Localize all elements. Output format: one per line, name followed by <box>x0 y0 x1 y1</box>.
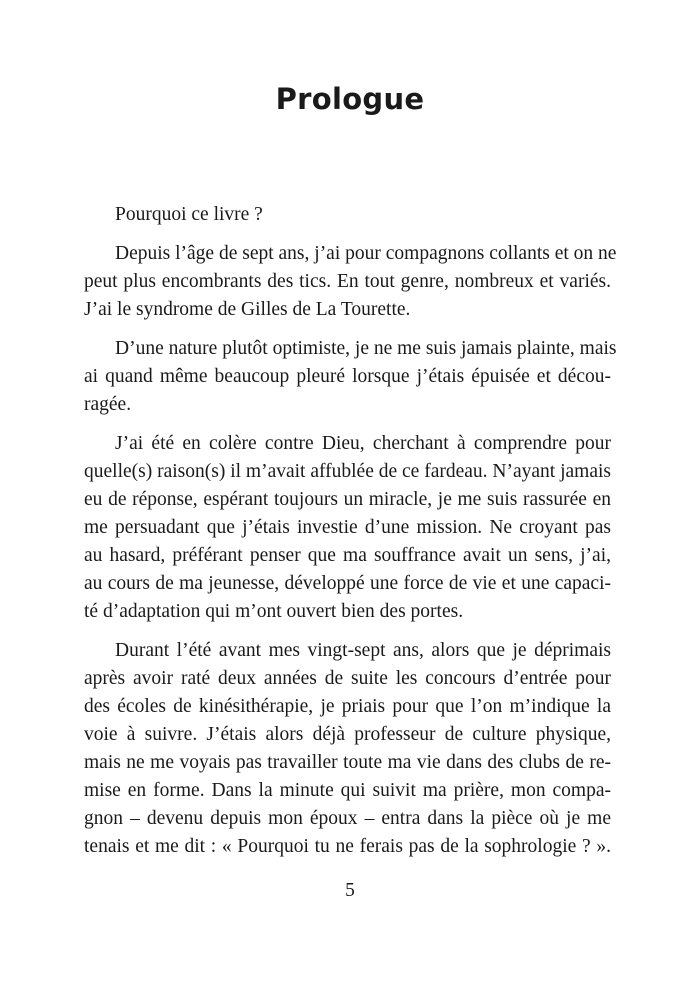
paragraph <box>84 201 611 229</box>
text-line: ai quand même beaucoup pleuré lorsque j’étais épuisée et décou- <box>84 366 611 387</box>
text-line: té d’adaptation qui m’ont ouvert bien des portes. <box>84 601 464 622</box>
text-line: peut plus encombrants des tics. En tout genre, nombreux et variés. <box>84 271 611 292</box>
text-line: Durant l’été avant mes vingt-sept ans, alors que je déprimais <box>115 640 611 661</box>
text-line: Pourquoi ce livre ? <box>115 204 263 225</box>
text-line: D’une nature plutôt optimiste, je ne me suis jamais plainte, mais <box>115 338 617 359</box>
paragraph <box>84 430 611 626</box>
text-line: mais ne me voyais pas travailler toute ma vie dans des clubs de re- <box>84 752 611 773</box>
paragraph <box>84 240 617 324</box>
text-line: J’ai été en colère contre Dieu, cherchant à comprendre pour <box>115 433 611 454</box>
text-line: après avoir raté deux années de suite les concours d’entrée pour <box>84 668 611 689</box>
text-line: voie à suivre. J’étais alors déjà professeur de culture physique, <box>84 724 611 745</box>
text-line: eu de réponse, espérant toujours un miracle, je me suis rassurée en <box>84 489 611 510</box>
chapter-title: Prologue <box>275 82 425 116</box>
text-line: tenais et me dit : « Pourquoi tu ne ferais pas de la sophrologie ? ». <box>84 836 611 857</box>
text-line: gnon – devenu depuis mon époux – entra dans la pièce où je me <box>84 808 611 829</box>
text-line: au hasard, préférant penser que ma souffrance avait un sens, j’ai, <box>84 545 611 566</box>
paragraph <box>84 335 617 419</box>
text-line: quelle(s) raison(s) il m’avait affublée de ce fardeau. N’ayant jamais <box>84 461 611 482</box>
chapter-body <box>84 201 617 861</box>
text-line: J’ai le syndrome de Gilles de La Tourette. <box>84 299 411 320</box>
text-line: au cours de ma jeunesse, développé une force de vie et une capaci- <box>84 573 611 594</box>
text-line: des écoles de kinésithérapie, je priais pour que l’on m’indique la <box>84 696 611 717</box>
paragraph <box>84 637 611 861</box>
text-line: ragée. <box>84 394 132 415</box>
page-number: 5 <box>345 880 355 901</box>
text-line: Depuis l’âge de sept ans, j’ai pour compagnons collants et on ne <box>115 243 617 264</box>
text-line: mise en forme. Dans la minute qui suivit ma prière, mon compa- <box>84 780 611 801</box>
text-line: me persuadant que j’étais investie d’une mission. Ne croyant pas <box>84 517 611 538</box>
